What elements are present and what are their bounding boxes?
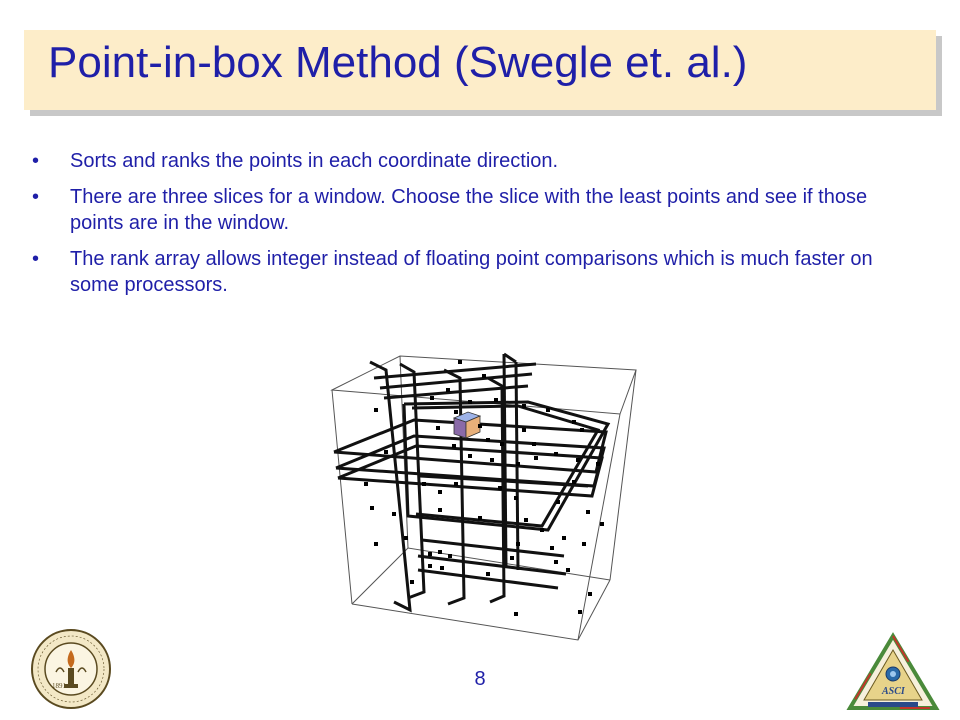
asci-logo-text: ASCI: [882, 686, 905, 697]
bullet-text: Sorts and ranks the points in each coordinate direction.: [70, 150, 559, 172]
bullet-item: [32, 184, 892, 236]
bullet-list: [32, 148, 892, 308]
window-box: [454, 412, 480, 438]
page-number: 8: [474, 668, 486, 690]
bullet-item: [32, 148, 892, 174]
slide-title: Point-in-box Method (Swegle et. al.): [48, 38, 748, 87]
bullet-dot: •: [32, 248, 40, 270]
bullet-dot: •: [32, 150, 40, 172]
outer-cube: [332, 356, 636, 640]
bullet-text: The rank array allows integer instead of floating point comparisons which is much faster on some processors.: [70, 248, 873, 296]
bullet-item: [32, 246, 892, 298]
seal-year: 1891: [52, 682, 66, 690]
bullet-text: There are three slices for a window. Choose the slice with the least points and see if those points are in the window.: [70, 186, 868, 234]
caltech-seal-icon: [30, 628, 112, 710]
asci-logo-icon: [846, 632, 940, 712]
bullet-dot: •: [32, 186, 40, 208]
point-in-box-figure: [318, 330, 642, 652]
